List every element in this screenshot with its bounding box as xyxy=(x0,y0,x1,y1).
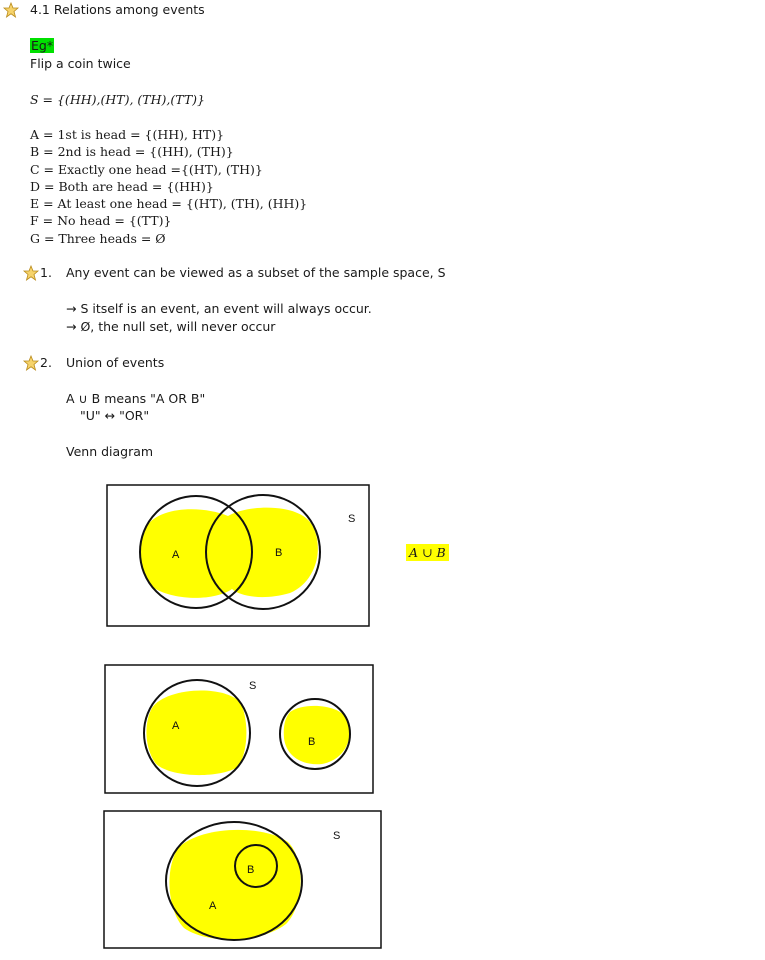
intro-text: Flip a coin twice xyxy=(30,56,131,71)
item-number: 2. xyxy=(40,355,52,370)
item-line: Venn diagram xyxy=(66,444,154,459)
item-line: → Ø, the null set, will never occur xyxy=(66,319,276,334)
item-title: Any event can be viewed as a subset of the sample space, S xyxy=(66,265,446,280)
set-a-label: A xyxy=(172,549,180,561)
venn-diagram-disjoint xyxy=(105,665,373,793)
venn-diagram-subset xyxy=(104,811,381,948)
event-a: A = 1st is head = {(HH), HT)} xyxy=(30,127,225,142)
set-b-label: B xyxy=(275,547,283,559)
page-title: 4.1 Relations among events xyxy=(30,2,205,17)
event-e: E = At least one head = {(HT), (TH), (HH)} xyxy=(30,196,308,212)
set-a-label: A xyxy=(172,720,180,732)
space-label: S xyxy=(348,513,356,525)
item-title: Union of events xyxy=(66,355,165,370)
sample-space: S = {(HH),(HT), (TH),(TT)} xyxy=(30,92,205,107)
union-fill xyxy=(141,508,318,598)
item-line: → S itself is an event, an event will always occur. xyxy=(66,301,372,316)
set-b-label: B xyxy=(308,736,316,748)
event-d: D = Both are head = {(HH)} xyxy=(30,178,214,194)
space-label: S xyxy=(249,680,257,692)
item-line: "U" ↔ "OR" xyxy=(80,408,150,423)
set-b-label: B xyxy=(247,864,255,876)
set-a-label: A xyxy=(209,900,217,912)
item-number: 1. xyxy=(40,265,52,280)
space-label: S xyxy=(333,830,341,842)
venn-diagram-union xyxy=(107,485,369,626)
item-line: A ∪ B means "A OR B" xyxy=(66,391,206,406)
example-tag: Eg* xyxy=(31,38,54,53)
event-f: F = No head = {(TT)} xyxy=(30,213,172,229)
set-a-fill xyxy=(146,691,246,776)
event-g: G = Three heads = Ø xyxy=(30,230,166,246)
event-c: C = Exactly one head ={(HT), (TH)} xyxy=(30,161,263,177)
set-b-fill xyxy=(284,706,350,764)
union-caption: A ∪ B xyxy=(406,544,449,561)
event-b: B = 2nd is head = {(HH), (TH)} xyxy=(30,144,234,160)
